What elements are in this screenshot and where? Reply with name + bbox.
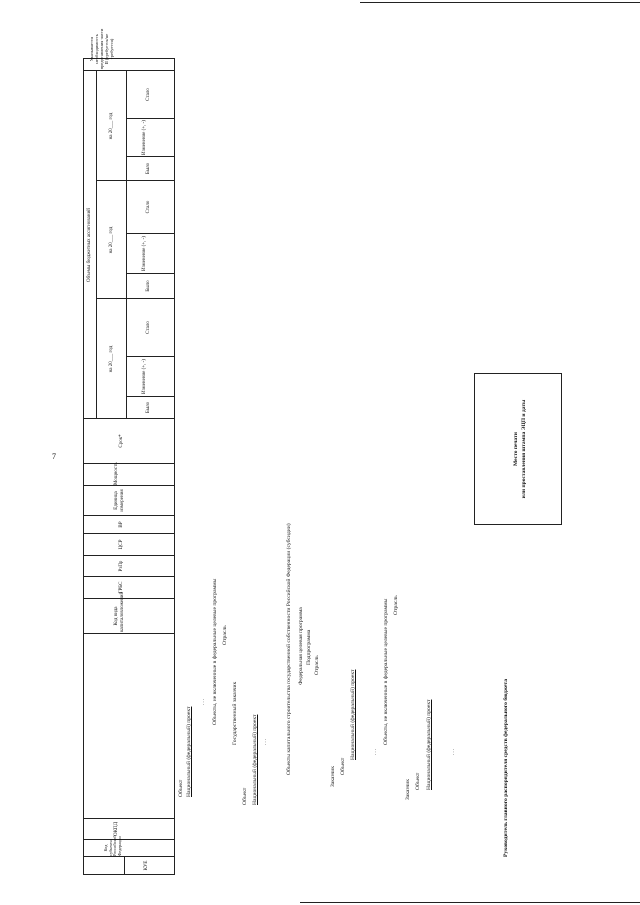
row-ellipsis-1: ...	[200, 697, 206, 705]
header-change-3: Изменение (+, -)	[142, 120, 147, 155]
row-subprogram: Подпрограмма	[306, 629, 312, 665]
header-was-1: Было	[146, 401, 151, 414]
row-industry-2: Отрасль	[314, 655, 320, 675]
row-national-project-3: Национальный (федеральный) проект	[350, 669, 356, 760]
col-sep	[96, 180, 174, 181]
row-object-4: Объект	[415, 772, 421, 790]
header-investment-type: Код вида капиталовложений	[114, 591, 125, 632]
row-industry-1: Отрасль	[222, 625, 228, 645]
col-sep	[84, 839, 174, 840]
col-sep	[84, 463, 174, 464]
header-kve: КУЕ	[144, 860, 149, 871]
header-year-3: на 20___ год	[109, 112, 114, 140]
row-ellipsis-3: ...	[372, 747, 378, 755]
page-number: 7	[52, 452, 56, 461]
col-sep	[96, 298, 174, 299]
signature-line: Руководитель главного распорядителя средств федерального бюджета	[503, 678, 509, 857]
header-grbs: ГРБС	[119, 581, 124, 594]
col-sep	[84, 576, 174, 577]
header-was-3: Было	[146, 162, 151, 175]
row-ellipsis-4: ...	[450, 747, 456, 755]
row-non-federal-1: Объекты, не включенные в федеральные целевые программы	[212, 578, 218, 725]
row-sep	[96, 71, 97, 419]
header-became-2: Стало	[146, 200, 151, 214]
col-sep	[126, 356, 174, 357]
row-customer-2: Заказчик	[405, 778, 411, 800]
budget-table	[83, 28, 175, 875]
row-sep	[124, 857, 125, 874]
header-was-2: Было	[146, 280, 151, 292]
header-year-2: на 20___ год	[109, 226, 114, 254]
row-national-project-4: Национальный (федеральный) проект	[426, 699, 432, 790]
header-volumes: Объемы бюджетных ассигнований	[87, 208, 92, 282]
stamp-label: Место печати	[513, 432, 519, 466]
stamp-sublabel: или проставления штампа ЭЦП и даты	[521, 399, 527, 499]
col-sep	[84, 515, 174, 516]
row-object-2: Объект	[242, 787, 248, 805]
header-note: Указывается необходимость представления части II (требуется/не требуется)	[89, 28, 115, 70]
col-sep	[126, 118, 174, 119]
row-object-3: Объект	[340, 757, 346, 775]
header-term: Срок*	[119, 434, 124, 448]
row-capital-construction: Объекты капитального строительства государственной собственности Российской Федерации (субсидии)	[286, 523, 292, 775]
col-sep	[84, 485, 174, 486]
col-sep	[126, 233, 174, 234]
header-unit: Единица измерения	[114, 489, 125, 512]
header-year-1: на 20___ год	[109, 345, 114, 373]
row-national-project-1: Национальный (федеральный) проект	[186, 706, 192, 797]
row-object-1: Объект	[178, 779, 184, 797]
col-sep	[84, 818, 174, 819]
header-csr: ЦСР	[119, 539, 124, 550]
col-sep	[84, 598, 174, 599]
row-customer-1: Заказчик	[330, 765, 336, 787]
row-state-customer: Государственный заказчик	[232, 681, 238, 745]
stamp-box	[474, 373, 562, 525]
header-rzpr: РзПр	[119, 560, 124, 572]
row-national-project-2: Национальный (федеральный) проект	[252, 714, 258, 805]
header-change-1: Изменение (+, -)	[142, 359, 147, 394]
header-power: Мощность	[114, 462, 119, 485]
col-sep	[84, 633, 174, 634]
col-sep	[84, 555, 174, 556]
row-ellipsis-2: ...	[262, 737, 268, 745]
header-became-1: Стало	[146, 321, 151, 334]
row-industry-3: Отрасль	[393, 595, 399, 615]
header-region-code: Код субъекта Российской Федерации	[103, 835, 122, 856]
header-became-3: Стало	[146, 88, 151, 101]
col-sep	[84, 70, 174, 71]
header-okpd: ОКПД	[114, 822, 119, 836]
col-sep	[84, 418, 174, 419]
col-sep	[84, 856, 174, 857]
header-vr: ВР	[119, 521, 124, 528]
row-federal-program: Федеральная целевая программа	[298, 607, 304, 685]
header-change-2: Изменение (+, -)	[142, 236, 147, 271]
row-non-federal-2: Объекты, не включенные в федеральные целевые программы	[383, 598, 389, 745]
row-sep	[126, 71, 127, 419]
col-sep	[84, 533, 174, 534]
